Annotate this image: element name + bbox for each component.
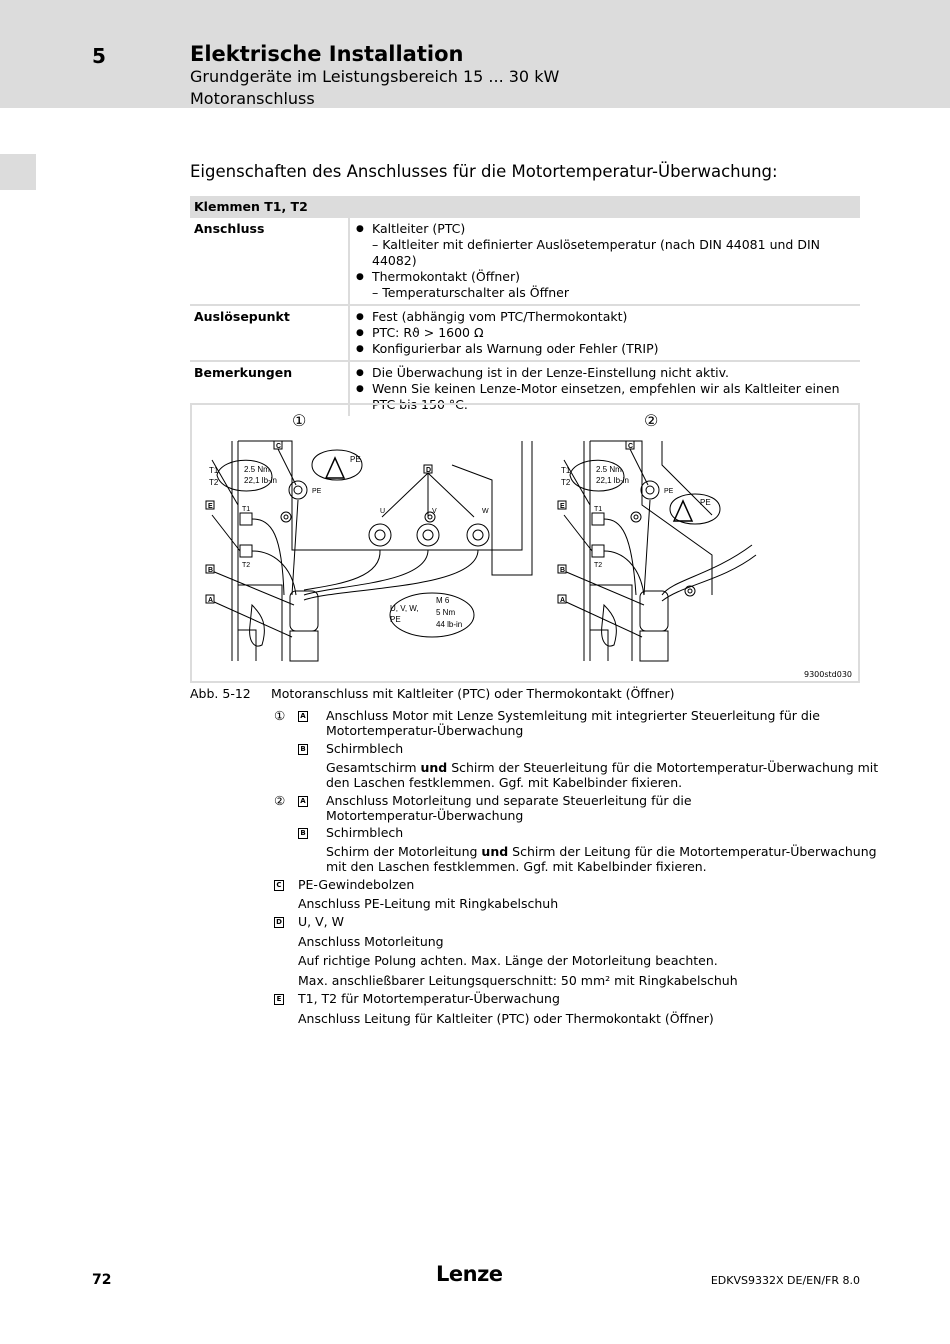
lenze-logo: Lenze (436, 1262, 503, 1286)
row-label: Anschluss (190, 218, 350, 304)
legend-text: Anschluss PE-Leitung mit Ringkabelschuh (298, 896, 559, 911)
label-pe-uvw: PE (390, 615, 401, 624)
legend-box-e: E (274, 994, 284, 1005)
label-t1: T1 (209, 466, 219, 475)
motor-connection-diagram (192, 405, 858, 681)
drawing-left (212, 441, 532, 661)
label-c-right: C (628, 443, 634, 450)
document-id: EDKVS9332X DE/EN/FR 8.0 (710, 1274, 860, 1287)
drawing-right (564, 441, 756, 661)
legend-text: mit den Laschen festklemmen. Ggf. mit Kabelbinder fixieren. (326, 859, 707, 874)
label-pe: PE (350, 455, 361, 464)
label-e-right: E (560, 503, 565, 510)
label-u: U (380, 508, 386, 515)
properties-table (190, 196, 860, 416)
label-torque-lbin-right: 22,1 lb-in (596, 476, 629, 485)
legend-box-c: C (274, 880, 284, 891)
legend-text: Schirmblech (326, 825, 404, 840)
label-t1-terminal-right: T1 (594, 506, 603, 513)
label-uvw: U, V, W, (390, 604, 419, 613)
label-torque: 2.5 Nm (244, 465, 270, 474)
label-w: W (482, 508, 489, 515)
chapter-title: Elektrische Installation (190, 42, 464, 66)
label-torque-lbin: 22,1 lb-in (244, 476, 277, 485)
legend-text: Motortemperatur-Überwachung (326, 723, 524, 738)
figure-marker-1: ① (292, 413, 307, 430)
list-item: ● Konfigurierbar als Warnung oder Fehler (TRIP) (354, 341, 860, 357)
list-item: ● Kaltleiter (PTC) (354, 221, 860, 237)
label-pe-bolt-right: PE (664, 488, 674, 495)
label-e: E (208, 503, 213, 510)
label-torque-right: 2.5 Nm (596, 465, 622, 474)
chapter-subtitle: Grundgeräte im Leistungsbereich 15 ... 30 kW (190, 67, 560, 86)
list-item: ● Thermokontakt (Öffner) (354, 269, 860, 285)
label-t2-terminal-right: T2 (594, 562, 603, 569)
legend-text: Schirm der Motorleitung und Schirm der Leitung für die Motortemperatur-Überwachung (326, 844, 877, 859)
legend-text: Anschluss Motorleitung und separate Steuerleitung für die (326, 793, 692, 808)
legend-text: den Laschen festklemmen. Ggf. mit Kabelbinder fixieren. (326, 775, 683, 790)
list-item: ● Fest (abhängig vom PTC/Thermokontakt) (354, 309, 860, 325)
label-5nm: 5 Nm (436, 608, 456, 617)
label-t1-terminal: T1 (242, 506, 251, 513)
list-item: ● Wenn Sie keinen Lenze-Motor einsetzen, empfehlen wir als Kaltleiter einen (354, 381, 860, 397)
label-pe-bolt: PE (312, 488, 322, 495)
legend-text: U, V, W (298, 914, 344, 929)
label-t1-right: T1 (561, 466, 571, 475)
legend-box-b: B (298, 828, 308, 839)
row-label: Bemerkungen (190, 362, 350, 416)
label-b-right: B (560, 567, 566, 574)
legend-text: T1, T2 für Motortemperatur-Überwachung (298, 991, 560, 1006)
label-pe-right: PE (700, 498, 711, 507)
label-b: B (208, 567, 214, 574)
section-title: Eigenschaften des Anschlusses für die Motortemperatur-Überwachung: (190, 162, 778, 181)
caption-number: Abb. 5-12 (190, 686, 251, 701)
label-a-right: A (560, 597, 566, 604)
legend-text: Anschluss Motor mit Lenze Systemleitung mit integrierter Steuerleitung für die (326, 708, 820, 723)
list-item: PTC bis 150 °C. (372, 397, 468, 412)
label-t2-terminal: T2 (242, 562, 251, 569)
page-header (0, 0, 950, 108)
side-tab (0, 154, 36, 190)
figure-frame (190, 403, 860, 683)
label-a: A (208, 597, 214, 604)
table-row (190, 306, 860, 362)
row-label: Auslösepunkt (190, 306, 350, 360)
legend-text: Motortemperatur-Überwachung (326, 808, 524, 823)
label-v: V (432, 508, 437, 515)
label-t2: T2 (209, 478, 219, 487)
legend-box-a: A (298, 796, 308, 807)
caption-text: Motoranschluss mit Kaltleiter (PTC) oder Thermokontakt (Öffner) (271, 686, 675, 701)
legend-box-b: B (298, 744, 308, 755)
legend-text: PE-Gewindebolzen (298, 877, 415, 892)
list-item: ● Die Überwachung ist in der Lenze-Einstellung nicht aktiv. (354, 365, 860, 381)
list-item: – Kaltleiter mit definierter Auslösetemperatur (nach DIN 44081 und DIN 44082) (372, 237, 820, 268)
drawing-left-labels (206, 441, 489, 629)
legend-text: Schirmblech (326, 741, 404, 756)
legend-circle-1: ① (274, 708, 286, 723)
list-item: ● PTC: Rϑ > 1600 Ω (354, 325, 860, 341)
label-t2-right: T2 (561, 478, 571, 487)
label-44lbin: 44 lb-in (436, 620, 463, 629)
legend-circle-2: ② (274, 793, 286, 808)
label-c: C (276, 443, 282, 450)
legend-text: Anschluss Leitung für Kaltleiter (PTC) oder Thermokontakt (Öffner) (298, 1011, 714, 1026)
figure-code: 9300std030 (803, 670, 852, 679)
section-subtitle: Motoranschluss (190, 89, 315, 108)
page-number: 72 (92, 1272, 112, 1288)
legend-text: Auf richtige Polung achten. Max. Länge der Motorleitung beachten. (298, 953, 718, 968)
legend-text: Gesamtschirm und Schirm der Steuerleitung für die Motortemperatur-Überwachung mit (326, 760, 879, 775)
table-header: Klemmen T1, T2 (190, 196, 860, 218)
table-row (190, 218, 860, 306)
figure-marker-2: ② (644, 413, 659, 430)
label-m6: M 6 (436, 596, 450, 605)
legend-box-d: D (274, 917, 284, 928)
legend-box-a: A (298, 711, 308, 722)
chapter-number: 5 (92, 44, 106, 68)
label-d: D (426, 467, 432, 474)
list-item: – Temperaturschalter als Öffner (372, 285, 569, 300)
legend-text: Anschluss Motorleitung (298, 934, 444, 949)
legend-text: Max. anschließbarer Leitungsquerschnitt: 50 mm² mit Ringkabelschuh (298, 973, 738, 988)
